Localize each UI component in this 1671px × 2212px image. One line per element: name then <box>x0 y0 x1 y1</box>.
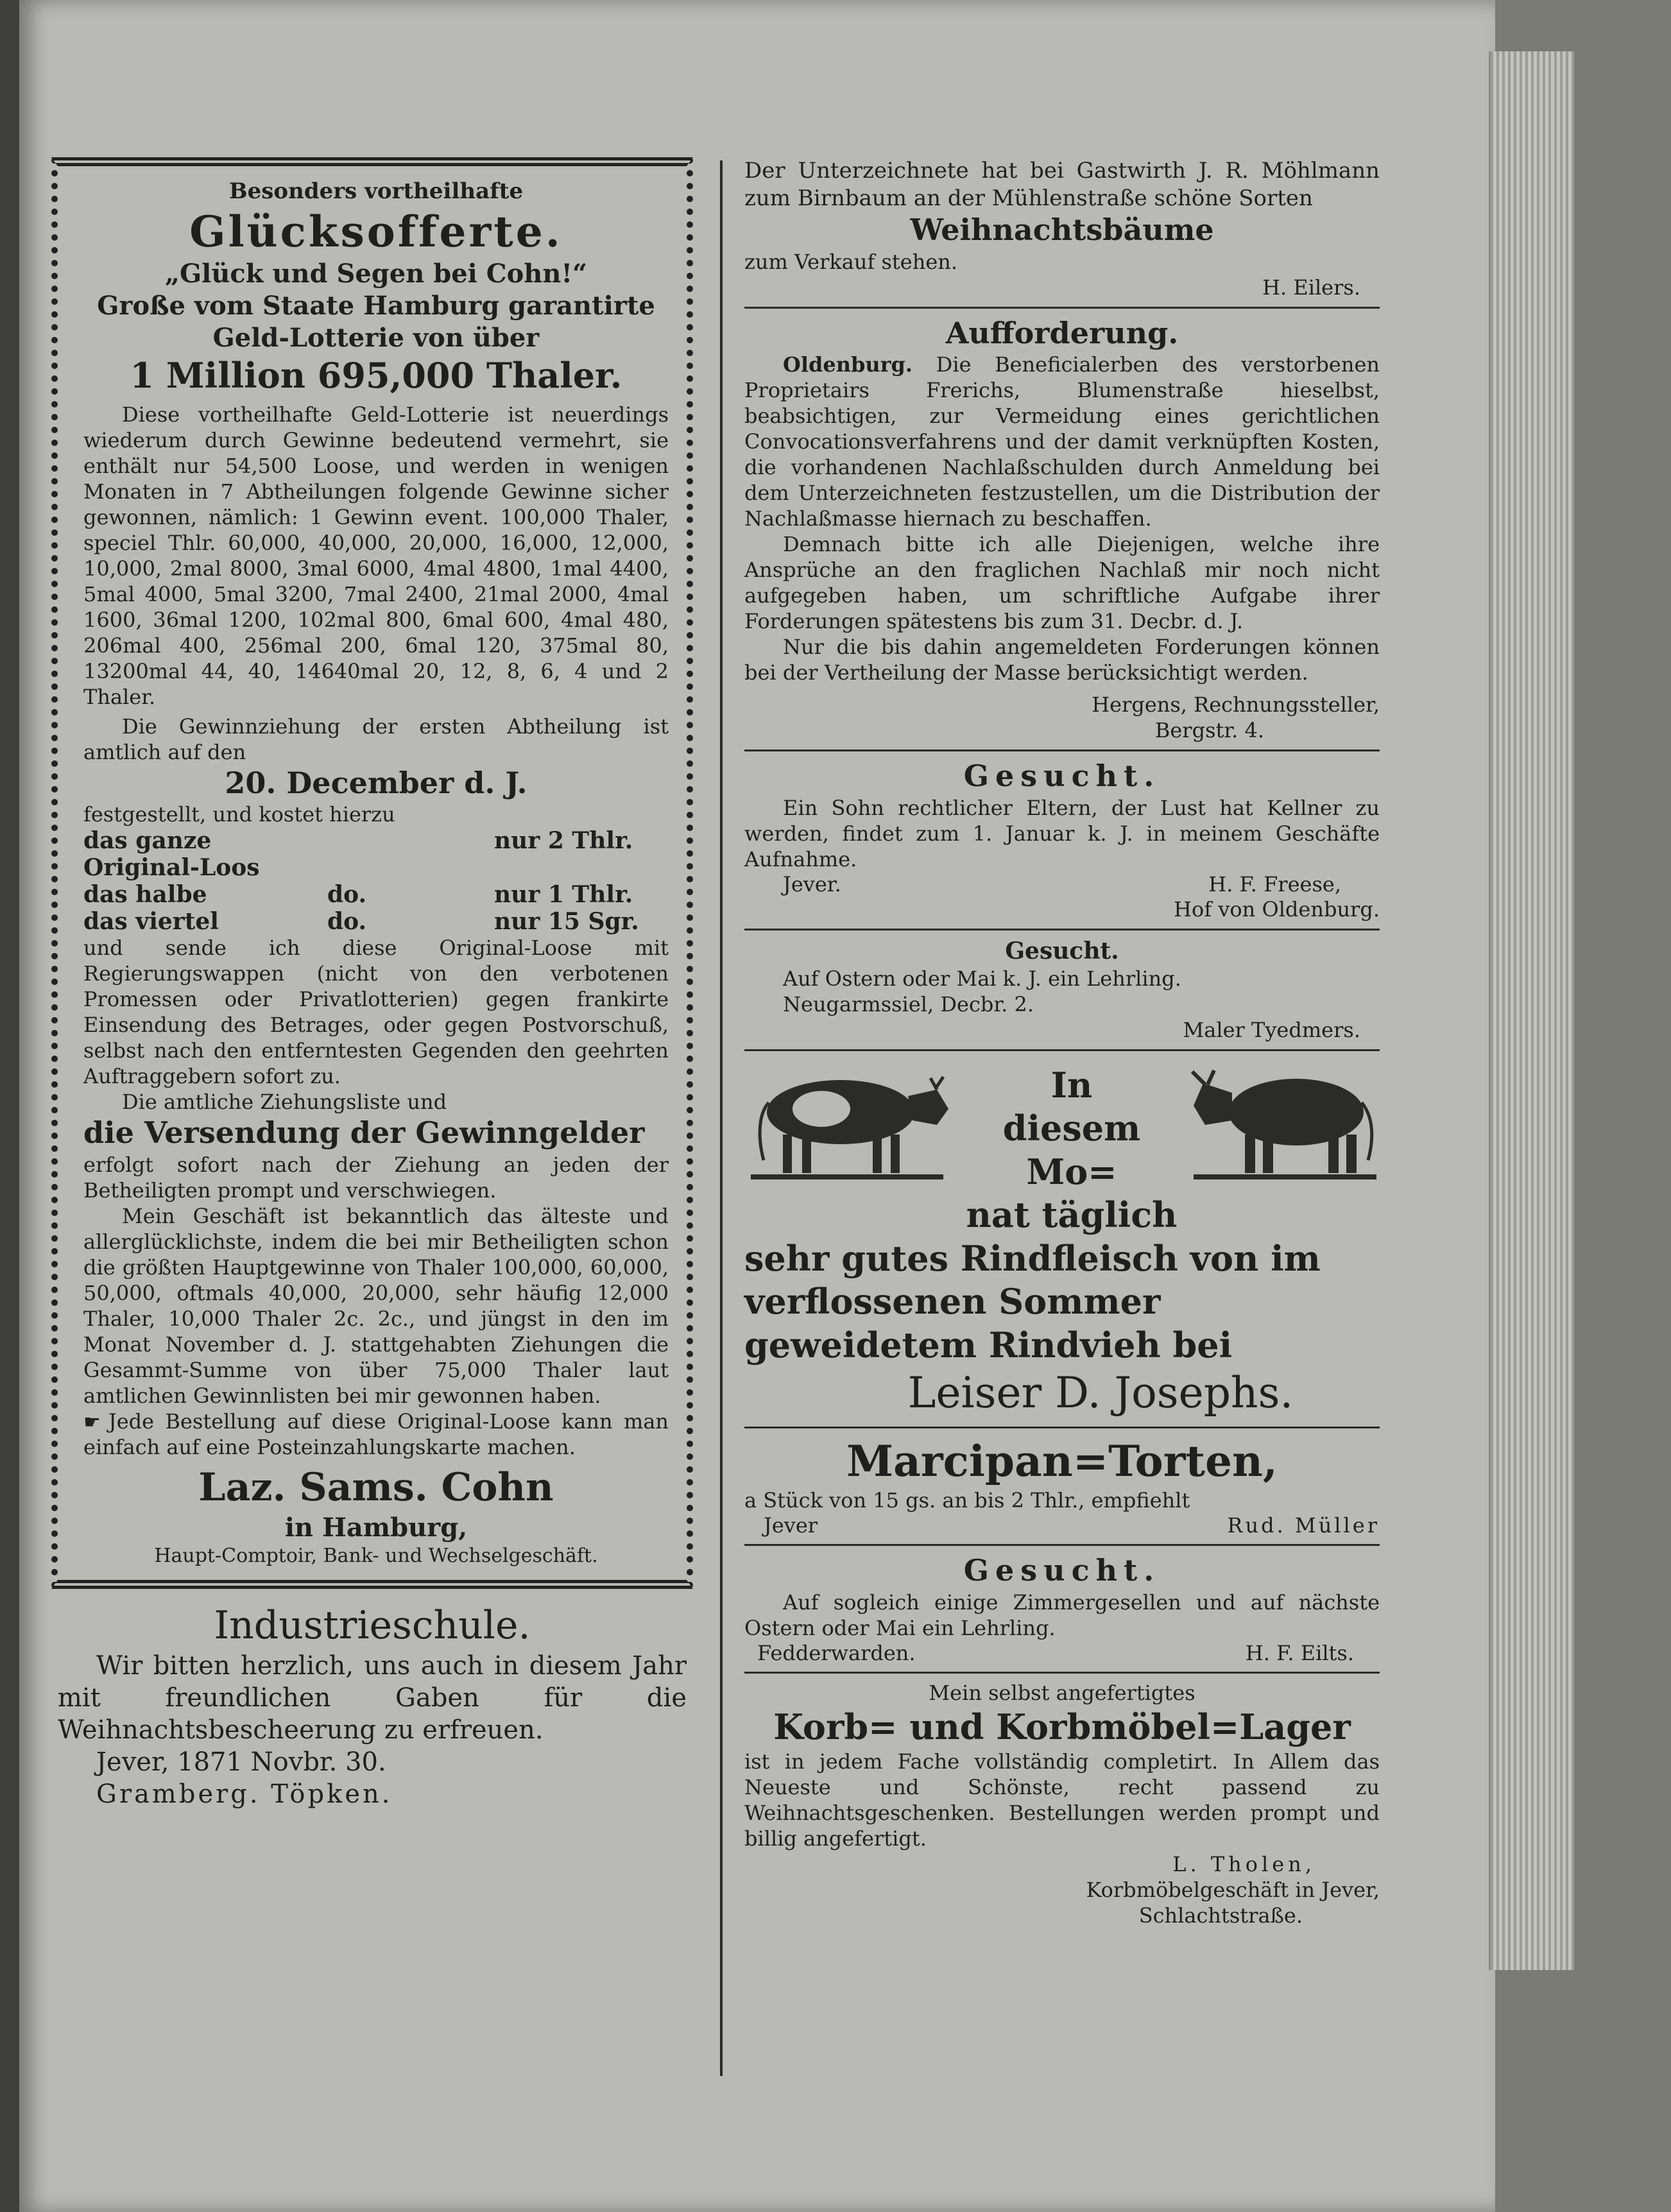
lottery-amount: 1 Million 695,000 Thaler. <box>130 355 622 396</box>
aufforderung-sig1: Hergens, Rechnungssteller, <box>1092 692 1380 717</box>
gesucht-lehrling-text: Auf Ostern oder Mai k. J. ein Lehrling. <box>783 966 1181 991</box>
aufforderung-ad <box>744 315 1380 744</box>
korb-text: ist in jedem Fache vollständig completirt. In Allem das Neueste und Schönste, recht passend zu Weihnachtsgeschenken. Bestellungen werden prompt und billig angefertigt. <box>744 1749 1380 1851</box>
aufforderung-p1: Oldenburg. Die Beneficialerben des verstorbenen Proprietairs Frerichs, Blumenstraße hieselbst, beabsichtigen, zur Vermeidung eines gerichtlichen Convocationsverfahrens und der damit verknüpften Kosten, die vorhandenen Nachlaßschulden durch Anmeldung bei dem Unterzeichneten festzustellen, um die Distribution der Nachlaßmasse hiernach zu beschaffen. <box>744 352 1380 531</box>
gesucht-lehrling-title: Gesucht. <box>1005 937 1119 965</box>
binding-edge <box>0 0 22 2212</box>
price-row: das ganze Original-Loos nur 2 Thlr. <box>83 827 633 881</box>
rind-line2: diesem Mo= <box>1002 1108 1141 1192</box>
left-column <box>51 157 693 1810</box>
korb-sig1: L. Tholen, <box>1172 1852 1315 1876</box>
korb-sig2: Korbmöbelgeschäft in Jever, <box>1086 1878 1380 1902</box>
lottery-business-text: Mein Geschäft ist bekanntlich das älteste und allerglücklichste, indem die bei mir Betheiligten schon die größten Hauptgewinne von Thaler 100,000, 60,000, 50,000, oftmals 40,000, 20,000, sehr häufig 12,000 Thaler, 10,000 Thaler 2c. 2c., und jüngst in den im Monat November d. J. stattgehabten Ziehungen die Gesammt-Summe von über 75,000 Thaler laut amtlichen Gewinnlisten bei mir gewonnen haben. <box>83 1203 669 1408</box>
cow-illustration <box>744 1058 956 1186</box>
lottery-body: Diese vortheilhafte Geld-Lotterie ist neuerdings wiederum durch Gewinne bedeutend vermehrt, sie enthält nur 54,500 Loose, und werden in wenigen Monaten in 7 Abtheilungen folgende Gewinne sicher gewonnen, nämlich: 1 Gewinn event. 100,000 Thaler, speciel Thlr. 60,000, 40,000, 20,000, 16,000, 12,000, 10,000, 2mal 8000, 3mal 6000, 4mal 4800, 1mal 4400, 5mal 4000, 5mal 3200, 7mal 2400, 21mal 2000, 4mal 1600, 36mal 1200, 102mal 800, 6mal 600, 4mal 480, 206mal 400, 256mal 200, 6mal 120, 375mal 80, 13200mal 44, 40, 14640mal 20, 12, 8, 6, 4 und 2 Thaler. <box>83 402 669 709</box>
separator-rule <box>744 750 1380 751</box>
gesucht-zimmergesellen-title: Gesucht. <box>963 1553 1161 1588</box>
rindfleisch-intro <box>956 1058 1187 1237</box>
gesucht-kellner-text: Ein Sohn rechtlicher Eltern, der Lust hat Kellner zu werden, findet zum 1. Januar k. J. in meinem Geschäfte Aufnahme. <box>744 795 1380 871</box>
industrieschule-text: Wir bitten herzlich, uns auch in diesem Jahr mit freundlichen Gaben für die Weihnachtsbescheerung zu erfreuen. <box>58 1650 687 1745</box>
gesucht-zimmergesellen-place: Fedderwarden. <box>757 1640 916 1665</box>
industrieschule-signers: Gramberg. Töpken. <box>96 1779 393 1809</box>
baeume-text: Der Unterzeichnete hat bei Gastwirth J. R. Möhlmann zum Birnbaum an der Mühlenstraße schöne Sorten <box>744 158 1380 211</box>
marcipan-place: Jever <box>764 1513 818 1538</box>
marcipan-title: Marcipan=Torten, <box>846 1436 1278 1486</box>
gesucht-kellner-sig2: Hof von Oldenburg. <box>1174 896 1380 922</box>
lottery-motto: „Glück und Segen bei Cohn!“ <box>164 259 588 289</box>
gesucht-lehrling-place: Neugarmssiel, Decbr. 2. <box>783 991 1034 1016</box>
korb-sig3: Schlachtstraße. <box>1138 1903 1303 1928</box>
aufforderung-title: Aufforderung. <box>945 315 1179 350</box>
gesucht-lehrling-signature: Maler Tyedmers. <box>1183 1017 1360 1042</box>
baeume-signature: H. Eilers. <box>1262 275 1360 300</box>
lottery-headline: Glücksofferte. <box>189 206 563 257</box>
marcipan-text: a Stück von 15 gs. an bis 2 Thlr., empfiehlt <box>744 1488 1190 1513</box>
gesucht-lehrling-ad <box>744 937 1380 1043</box>
lottery-shipping-heading: die Versendung der Gewinngelder <box>83 1115 645 1150</box>
rindfleisch-signature: Leiser D. Josephs. <box>907 1368 1294 1418</box>
gesucht-zimmergesellen-text: Auf sogleich einige Zimmergesellen und auf nächste Ostern oder Mai ein Lehrling. <box>744 1590 1380 1640</box>
page-stack-edge <box>1489 51 1574 1970</box>
industrieschule-title: Industrieschule. <box>214 1602 531 1648</box>
lottery-draw-text: Die Gewinnziehung der ersten Abtheilung ist amtlich auf den <box>83 714 669 764</box>
lottery-signature: Laz. Sams. Cohn <box>198 1465 554 1510</box>
marcipan-signature: Rud. Müller <box>1227 1513 1380 1538</box>
gesucht-kellner-ad <box>744 758 1380 922</box>
lottery-subtitle: Große vom Staate Hamburg garantirte Geld-Lotterie von über <box>97 291 655 353</box>
aufforderung-sig2: Bergstr. 4. <box>1154 718 1264 742</box>
lottery-cost-intro: festgestellt, und kostet hierzu <box>83 802 395 827</box>
lottery-order-text: ☛ Jede Bestellung auf diese Original-Loose kann man einfach auf eine Posteinzahlungskarte machen. <box>83 1409 669 1459</box>
baeume-headline: Weihnachtsbäume <box>910 212 1214 247</box>
industrieschule-place-date: Jever, 1871 Novbr. 30. <box>96 1747 386 1777</box>
rindfleisch-text: sehr gutes Rindfleisch von im verflossenen Sommer geweidetem Rindvieh bei <box>744 1237 1321 1366</box>
gesucht-kellner-footer <box>744 872 1380 896</box>
lottery-send-text: und sende ich diese Original-Loose mit Regierungswappen (nicht von den verbotenen Promessen oder Privatlotterien) gegen frankirte Einsendung des Betrages, oder gegen Postvorschuß, selbst nach den entferntesten Gegenden den geehrten Auftraggebern sofort zu. <box>83 936 669 1088</box>
lottery-office: Haupt-Comptoir, Bank- und Wechselgeschäft. <box>154 1545 598 1567</box>
cattle-illustrations <box>744 1058 1380 1237</box>
korb-intro: Mein selbst angefertigtes <box>929 1680 1195 1705</box>
gesucht-zimmergesellen-signature: H. F. Eilts. <box>1245 1640 1354 1665</box>
separator-rule <box>744 1672 1380 1674</box>
pointing-hand-icon: ☛ <box>83 1410 101 1434</box>
korb-title: Korb= und Korbmöbel=Lager <box>773 1706 1351 1747</box>
gesucht-zimmergesellen-ad <box>744 1552 1380 1665</box>
lottery-advertisement <box>51 157 693 1589</box>
rindfleisch-ad <box>744 1058 1380 1420</box>
right-column <box>744 157 1380 1928</box>
marcipan-footer <box>744 1513 1380 1538</box>
baeume-text2: zum Verkauf stehen. <box>744 249 958 274</box>
price-row: das viertel do. nur 15 Sgr. <box>83 908 639 935</box>
separator-rule <box>744 1544 1380 1546</box>
korb-ad <box>744 1680 1380 1929</box>
separator-rule <box>744 1427 1380 1428</box>
aufforderung-p2: Demnach bitte ich alle Diejenigen, welche ihre Ansprüche an den fraglichen Nachlaß mir noch nicht aufgegeben haben, um schriftliche Aufgabe ihrer Forderungen spätestens bis zum 31. Decbr. d. J. <box>744 532 1380 633</box>
rind-line1: In <box>1050 1064 1093 1106</box>
gesucht-kellner-place: Jever. <box>783 871 841 896</box>
weihnachtsbaeume-ad <box>744 157 1380 300</box>
price-list <box>83 827 669 935</box>
marcipan-ad <box>744 1435 1380 1538</box>
gesucht-zimmergesellen-footer <box>744 1641 1380 1665</box>
bull-illustration <box>1187 1058 1380 1186</box>
gesucht-kellner-sig1: H. F. Freese, <box>1208 871 1341 896</box>
industrieschule-ad <box>51 1602 693 1810</box>
column-divider <box>720 160 723 2076</box>
gesucht-kellner-title: Gesucht. <box>963 759 1161 793</box>
lottery-list-text: Die amtliche Ziehungsliste und <box>122 1090 447 1114</box>
lottery-top-line: Besonders vortheilhafte <box>228 178 524 204</box>
separator-rule <box>744 1049 1380 1051</box>
lottery-city: in Hamburg, <box>284 1513 468 1543</box>
separator-rule <box>744 929 1380 930</box>
rind-line3: nat täglich <box>966 1194 1178 1235</box>
aufforderung-p3: Nur die bis dahin angemeldeten Forderungen können bei der Vertheilung der Masse berücksichtigt werden. <box>744 635 1380 685</box>
lottery-shipping-text: erfolgt sofort nach der Ziehung an jeden der Betheiligten prompt und verschwiegen. <box>83 1152 669 1203</box>
price-row: das halbe do. nur 1 Thlr. <box>83 881 633 908</box>
separator-rule <box>744 307 1380 309</box>
lottery-draw-date: 20. December d. J. <box>225 765 527 800</box>
